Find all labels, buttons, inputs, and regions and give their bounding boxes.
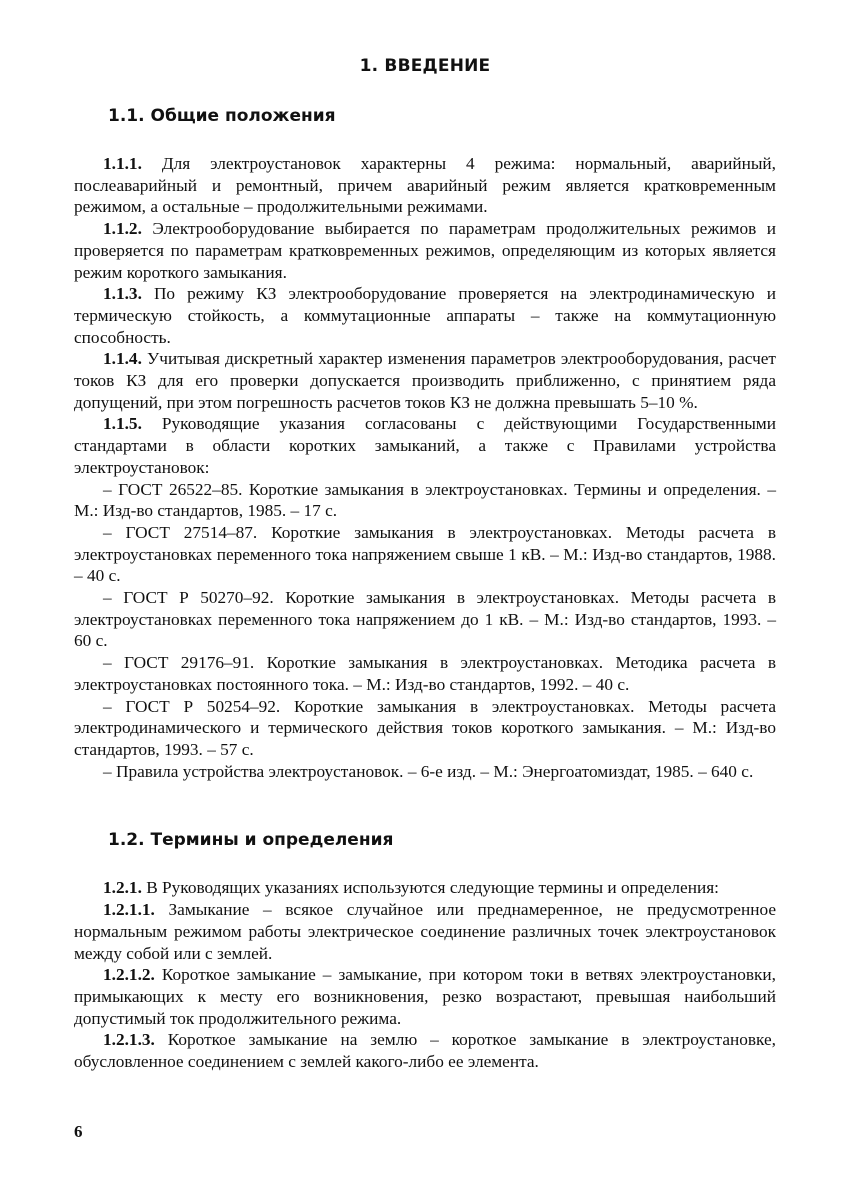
- paragraph: [74, 348, 776, 413]
- list-item-standard: [74, 522, 776, 587]
- paragraph-text: В Руководящих указаниях используются следующие термины и определения:: [141, 878, 719, 898]
- chapter-title: 1. ВВЕДЕНИЕ: [359, 56, 491, 76]
- paragraph: [74, 1029, 776, 1072]
- clause-number: 1.1.3.: [103, 284, 142, 304]
- paragraph: [74, 283, 776, 348]
- paragraph: [74, 218, 776, 283]
- clause-number: 1.2.1.1.: [103, 900, 155, 920]
- paragraph-text: Короткое замыкание – замыкание, при котором токи в ветвях электроустановки, примыкающих к месту его возникновения, резко возрастают, превышая наибольший допустимый ток продолжительного режима.: [74, 965, 776, 1028]
- paragraph-text: – Правила устройства электроустановок. – 6-е изд. – М.: Энергоатомиздат, 1985. – 640 с.: [103, 761, 754, 781]
- section-general-body: [74, 153, 776, 782]
- paragraph: [74, 877, 776, 899]
- paragraph-text: Учитывая дискретный характер изменения параметров электрооборудования, расчет токов КЗ для его проверки допускается производить приближенно, с принятием ряда допущений, при этом погрешность расчетов токов КЗ не должна превышать 5–10 %.: [74, 349, 776, 412]
- page-number: 6: [74, 1122, 83, 1141]
- clause-number: 1.1.1.: [103, 154, 142, 173]
- list-item-standard: [74, 761, 776, 783]
- paragraph-text: Замыкание – всякое случайное или преднамеренное, не предусмотренное нормальным режимом работы электрическое соединение различных точек электроустановок между собой или с землей.: [74, 900, 776, 963]
- list-item-standard: [74, 587, 776, 652]
- clause-number: 1.1.4.: [103, 349, 142, 369]
- paragraph-text: – ГОСТ 29176–91. Короткие замыкания в электроустановках. Методика расчета в электроустановках постоянного тока. – М.: Изд-во стандартов, 1992. – 40 с.: [74, 653, 776, 694]
- section-title-terms: 1.2. Термины и определения: [108, 830, 394, 851]
- clause-number: 1.2.1.2.: [103, 965, 155, 985]
- paragraph: [74, 964, 776, 1029]
- paragraph: [74, 899, 776, 964]
- clause-number: 1.2.1.: [103, 878, 142, 898]
- paragraph-text: – ГОСТ Р 50270–92. Короткие замыкания в электроустановках. Методы расчета в электроустановках переменного тока напряжением до 1 кВ. – М.: Изд-во стандартов, 1993. – 60 с.: [74, 588, 776, 651]
- paragraph-text: По режиму КЗ электрооборудование проверяется на электродинамическую и термическую стойкость, а коммутационные аппараты – также на коммутационную способность.: [74, 284, 776, 347]
- page-content: [74, 56, 776, 1073]
- list-item-standard: [74, 652, 776, 695]
- section-terms-body: [74, 877, 776, 1072]
- paragraph-text: Для электроустановок характерны 4 режима: нормальный, аварийный, послеаварийный и ремонтный, причем аварийный режим является кратковременным режимом, а остальные – продолжительными режимами.: [74, 154, 776, 217]
- paragraph: [74, 413, 776, 478]
- paragraph-text: Короткое замыкание на землю – короткое замыкание в электроустановке, обусловленное соединением с землей какого-либо ее элемента.: [74, 1030, 776, 1072]
- clause-number: 1.1.2.: [103, 219, 142, 239]
- paragraph: [74, 153, 776, 218]
- paragraph-text: – ГОСТ Р 50254–92. Короткие замыкания в электроустановках. Методы расчета электродинамического и термического действия токов короткого замыкания. – М.: Изд-во стандартов, 1993. – 57 с.: [74, 696, 776, 759]
- paragraph-text: Электрооборудование выбирается по параметрам продолжительных режимов и проверяется по параметрам кратковременных режимов, определяющим из которых является режим короткого замыкания.: [74, 219, 776, 282]
- paragraph-text: – ГОСТ 27514–87. Короткие замыкания в электроустановках. Методы расчета в электроустановках переменного тока напряжением свыше 1 кВ. – М.: Изд-во стандартов, 1988. – 40 с.: [74, 522, 776, 586]
- clause-number: 1.1.5.: [103, 414, 142, 434]
- clause-number: 1.2.1.3.: [103, 1030, 155, 1050]
- paragraph-text: Руководящие указания согласованы с действующими Государственными стандартами в области коротких замыканий, а также с Правилами устройства электроустановок:: [74, 414, 776, 477]
- paragraph-text: – ГОСТ 26522–85. Короткие замыкания в электроустановках. Термины и определения. – М.: Изд-во стандартов, 1985. – 17 с.: [74, 479, 776, 521]
- section-title-general: 1.1. Общие положения: [108, 106, 336, 126]
- list-item-standard: [74, 696, 776, 761]
- list-item-standard: [74, 479, 776, 522]
